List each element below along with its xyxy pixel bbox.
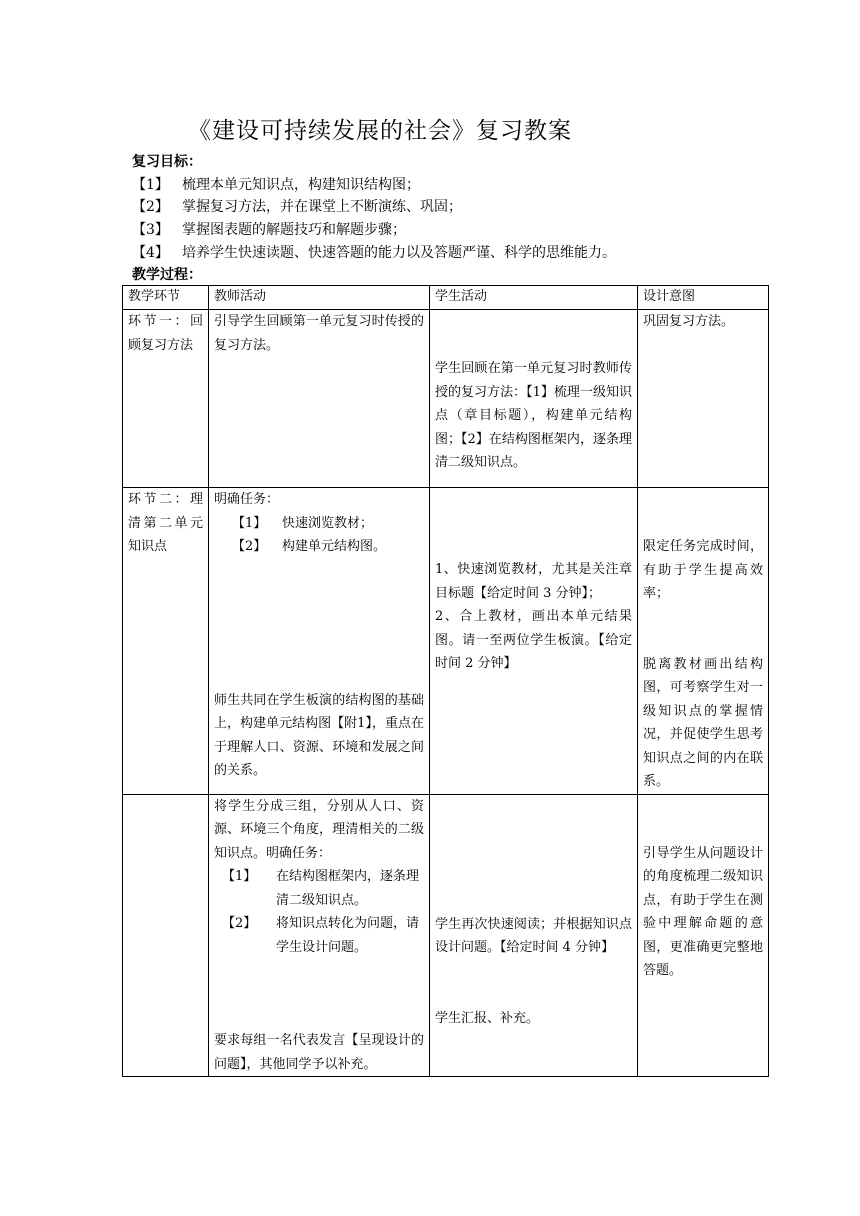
student-step-2: 学生汇报、补充。 bbox=[435, 1010, 540, 1026]
task-item-1 bbox=[214, 865, 424, 912]
task-number: 【2】 bbox=[232, 539, 267, 554]
goal-number: 【3】 bbox=[132, 222, 169, 238]
teacher-cell bbox=[209, 488, 430, 795]
stage-cell bbox=[123, 488, 209, 795]
task-item-2 bbox=[214, 912, 424, 959]
goal-item-1 bbox=[132, 174, 420, 194]
table-header-row bbox=[123, 286, 769, 310]
teacher-intro: 明确任务： bbox=[214, 492, 280, 507]
table-row bbox=[123, 794, 769, 1077]
document-title: 《建设可持续发展的社会》复习教案 bbox=[188, 118, 572, 144]
header-stage: 教学环节 bbox=[123, 286, 209, 310]
teacher-cell bbox=[209, 794, 430, 1077]
task-text: 快速浏览教材； bbox=[282, 515, 374, 531]
student-cell bbox=[430, 794, 638, 1077]
intent-cell bbox=[638, 310, 769, 488]
task-text: 在结构图框架内，逐条理清二级知识点。 bbox=[276, 869, 420, 908]
student-text: 学生回顾在第一单元复习时教师传授的复习方法：【1】梳理一级知识点（章目标题），构建单元结构图；【2】在结构图框架内，逐条理清二级知识点。 bbox=[435, 361, 632, 470]
goal-number: 【2】 bbox=[132, 199, 169, 215]
header-intent: 设计意图 bbox=[638, 286, 769, 310]
goals-heading: 复习目标： bbox=[132, 154, 202, 170]
teacher-intro: 将学生分成三组，分别从人口、资源、环境三个角度，理清相关的二级知识点。明确任务： bbox=[214, 798, 424, 861]
intent-text: 巩固复习方法。 bbox=[643, 314, 735, 329]
goal-item-4 bbox=[132, 242, 616, 262]
goal-text: 培养学生快速读题、快速答题的能力以及答题严谨、科学的思维能力。 bbox=[182, 245, 616, 261]
intent-text: 引导学生从问题设计的角度梳理二级知识点，有助于学生在测验中理解命题的意图，更准确更完整地答题。 bbox=[643, 845, 763, 978]
task-number: 【1】 bbox=[232, 515, 267, 531]
intent-cell bbox=[638, 794, 769, 1077]
task-item-1 bbox=[214, 512, 424, 536]
goal-text: 掌握复习方法，并在课堂上不断演练、巩固； bbox=[182, 199, 462, 215]
teacher-summary: 要求每组一名代表发言【呈现设计的问题】，其他同学予以补充。 bbox=[214, 1033, 424, 1072]
task-text: 将知识点转化为问题，请学生设计问题。 bbox=[276, 916, 420, 955]
stage-cell bbox=[123, 310, 209, 488]
teaching-process-table bbox=[122, 285, 769, 1077]
teacher-text: 引导学生回顾第一单元复习时传授的复习方法。 bbox=[214, 314, 424, 353]
header-teacher: 教师活动 bbox=[209, 286, 430, 310]
goal-text: 梳理本单元知识点，构建知识结构图； bbox=[182, 177, 420, 193]
teacher-summary: 师生共同在学生板演的结构图的基础上，构建单元结构图【附1】，重点在于理解人口、资源、环境和发展之间的关系。 bbox=[214, 692, 424, 778]
student-step-1: 学生再次快速阅读；并根据知识点设计问题。【给定时间 4 分钟】 bbox=[435, 916, 632, 955]
student-step-1: 1、快速浏览教材，尤其是关注章目标题【给定时间 3 分钟】； bbox=[435, 562, 632, 601]
table-row bbox=[123, 488, 769, 795]
student-cell bbox=[430, 488, 638, 795]
intent-text-1: 限定任务完成时间，有助于学生提高效率； bbox=[643, 539, 763, 601]
task-item-2 bbox=[214, 535, 424, 559]
task-number: 【2】 bbox=[222, 916, 257, 931]
intent-cell bbox=[638, 488, 769, 795]
task-number: 【1】 bbox=[222, 869, 257, 884]
stage-text: 环节一：回顾复习方法 bbox=[128, 314, 203, 353]
goal-number: 【1】 bbox=[132, 177, 169, 193]
goal-item-3 bbox=[132, 219, 406, 239]
header-student: 学生活动 bbox=[430, 286, 638, 310]
stage-cell bbox=[123, 794, 209, 1077]
task-text: 构建单元结构图。 bbox=[282, 539, 387, 554]
stage-text: 环节二：理清第二单元知识点 bbox=[128, 492, 203, 554]
student-step-2: 2、合上教材，画出本单元结果图。请一至两位学生板演。【给定时间 2 分钟】 bbox=[435, 609, 632, 671]
student-cell bbox=[430, 310, 638, 488]
intent-text-2: 脱离教材画出结构图，可考察学生对一级知识点的掌握情况，并促使学生思考知识点之间的内在联系。 bbox=[643, 656, 763, 789]
goal-item-2 bbox=[132, 196, 462, 216]
table-row bbox=[123, 310, 769, 488]
goal-number: 【4】 bbox=[132, 245, 169, 261]
process-heading: 教学过程： bbox=[132, 267, 202, 283]
teacher-cell bbox=[209, 310, 430, 488]
goal-text: 掌握图表题的解题技巧和解题步骤； bbox=[182, 222, 406, 238]
